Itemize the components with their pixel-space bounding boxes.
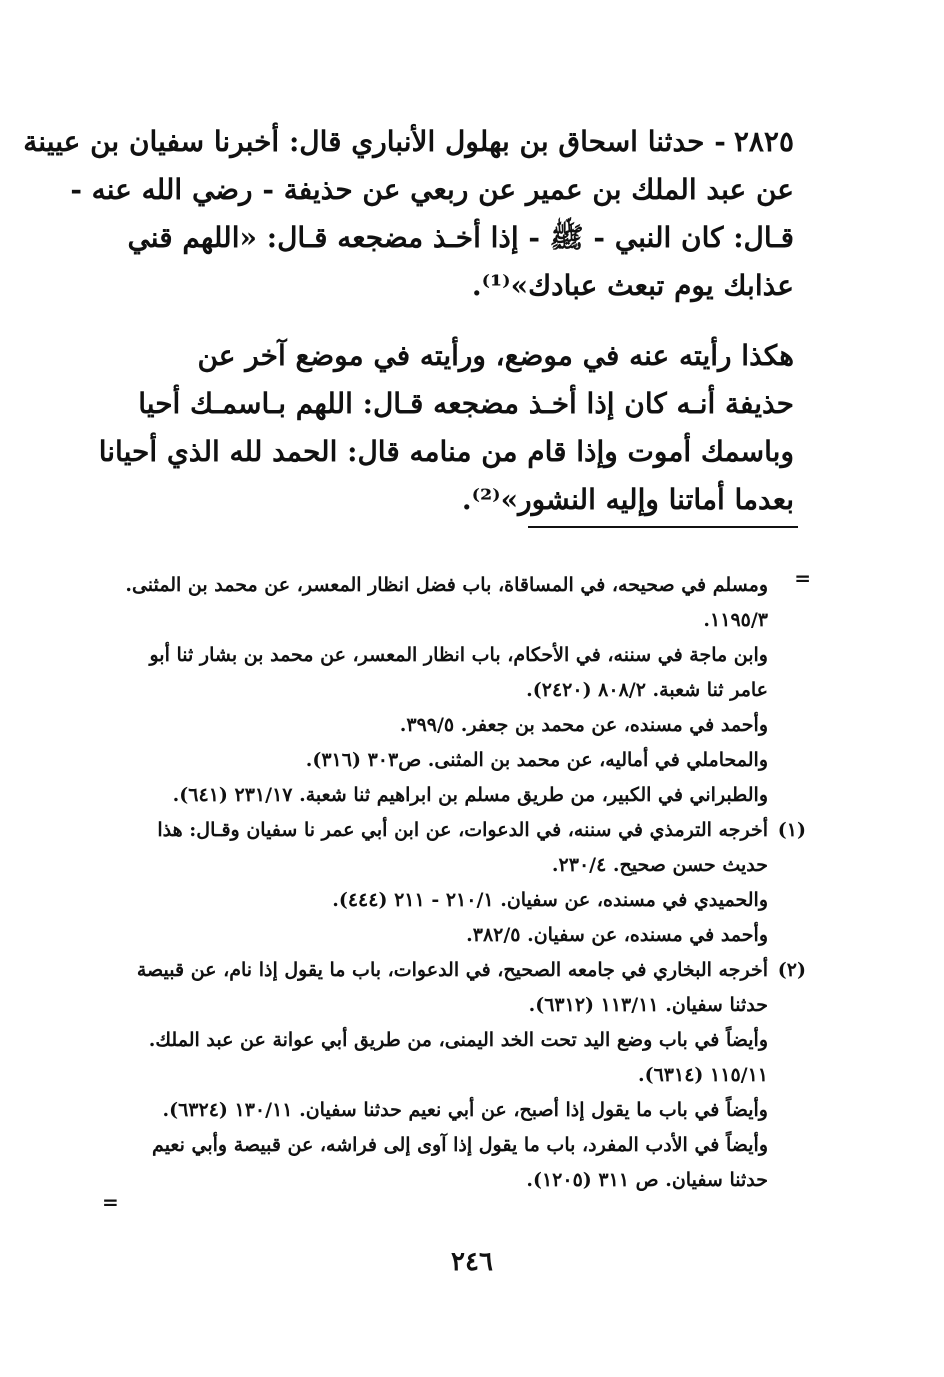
hadith-number: ٢٨٢٥ bbox=[733, 125, 794, 158]
footnote-1-line: والحميدي في مسنده، عن سفيان. ٢١٠/١ - ٢١١ (٤٤٤). bbox=[332, 889, 768, 911]
footnote-line: وأحمد في مسنده، عن محمد بن جعفر. ٣٩٩/٥. bbox=[399, 714, 768, 736]
hadith-line: ٢٨٢٥- حدثنا اسحاق بن بهلول الأنباري قال: أخبرنا سفيان بن عيينة bbox=[23, 125, 794, 158]
page-number: ٢٤٦ bbox=[451, 1247, 493, 1277]
footnote-2-marker: (٢) bbox=[777, 959, 806, 981]
commentary-line: حذيفة أنـه كان إذا أخـذ مضجعه قـال: اللهم بـاسمـك أحيا bbox=[138, 387, 794, 420]
footnote-line: والطبراني في الكبير، من طريق مسلم بن ابراهيم ثنا شعبة. ٢٣١/١٧ (٦٤١). bbox=[172, 784, 768, 806]
commentary-line: بعدما أماتنا وإليه النشور»⁽²⁾. bbox=[461, 483, 794, 516]
footnote-2-line: وأيضاً في باب ما يقول إذا أصبح، عن أبي نعيم حدثنا سفيان. ١٣٠/١١ (٦٣٢٤). bbox=[162, 1099, 768, 1121]
continuation-mark-bottom: = bbox=[102, 1190, 119, 1214]
footnote-line: ١١٩٥/٣. bbox=[703, 609, 768, 631]
footnote-line: ومسلم في صحيحه، في المساقاة، باب فضل انظار المعسر، عن محمد بن المثنى. bbox=[125, 574, 768, 596]
hadith-text bbox=[23, 118, 794, 524]
footnote-2-line: وأيضاً في باب وضع اليد تحت الخد اليمنى، من طريق أبي عوانة عن عبد الملك. bbox=[148, 1029, 768, 1051]
footnote-line: والمحاملي في أماليه، عن محمد بن المثنى. ص٣٠٣ (٣١٦). bbox=[305, 749, 768, 771]
footnote-divider bbox=[528, 526, 798, 528]
commentary-line: وباسمك أموت وإذا قام من منامه قال: الحمد لله الذي أحيانا bbox=[98, 435, 794, 468]
continuation-mark-top: = bbox=[794, 566, 811, 590]
footnote-2-line: ١١٥/١١ (٦٣١٤). bbox=[637, 1064, 768, 1086]
footnote-line: وابن ماجة في سننه، في الأحكام، باب انظار المعسر، عن محمد بن بشار ثنا أبو bbox=[149, 644, 768, 666]
footnote-2-line: حدثنا سفيان. ١١٣/١١ (٦٣١٢). bbox=[528, 994, 768, 1016]
footnote-2-line: حدثنا سفيان. ص ٣١١ (١٢٠٥). bbox=[526, 1169, 768, 1191]
commentary-line: هكذا رأيته عنه في موضع، ورأيته في موضع آخر عن bbox=[197, 339, 794, 372]
footnote-line: عامر ثنا شعبة. ٨٠٨/٢ (٢٤٢٠). bbox=[526, 679, 768, 701]
hadith-line: قـال: كان النبي - ﷺ - إذا أخـذ مضجعه قـال: «اللهم قني bbox=[127, 221, 794, 254]
footnote-1-line: حديث حسن صحيح. ٢٣٠/٤. bbox=[551, 854, 768, 876]
footnote-1-line: (١)أخرجه الترمذي في سننه، في الدعوات، عن ابن أبي عمر نا سفيان وقـال: هذا bbox=[101, 813, 806, 848]
hadith-line: عذابك يوم تبعث عبادك»⁽¹⁾. bbox=[471, 269, 794, 302]
footnote-1-marker: (١) bbox=[777, 819, 806, 841]
paragraph-gap bbox=[104, 310, 794, 332]
footnotes bbox=[101, 568, 806, 1198]
hadith-line: عن عبد الملك بن عمير عن ربعي عن حذيفة - رضي الله عنه - bbox=[70, 173, 794, 206]
footnote-1-line: وأحمد في مسنده، عن سفيان. ٣٨٢/٥. bbox=[466, 924, 768, 946]
footnote-2-line: (٢)أخرجه البخاري في جامعه الصحيح، في الدعوات، باب ما يقول إذا نام، عن قبيصة bbox=[101, 953, 806, 988]
footnote-2-line: وأيضاً في الأدب المفرد، باب ما يقول إذا آوى إلى فراشه، عن قبيصة وأبي نعيم bbox=[152, 1134, 768, 1156]
